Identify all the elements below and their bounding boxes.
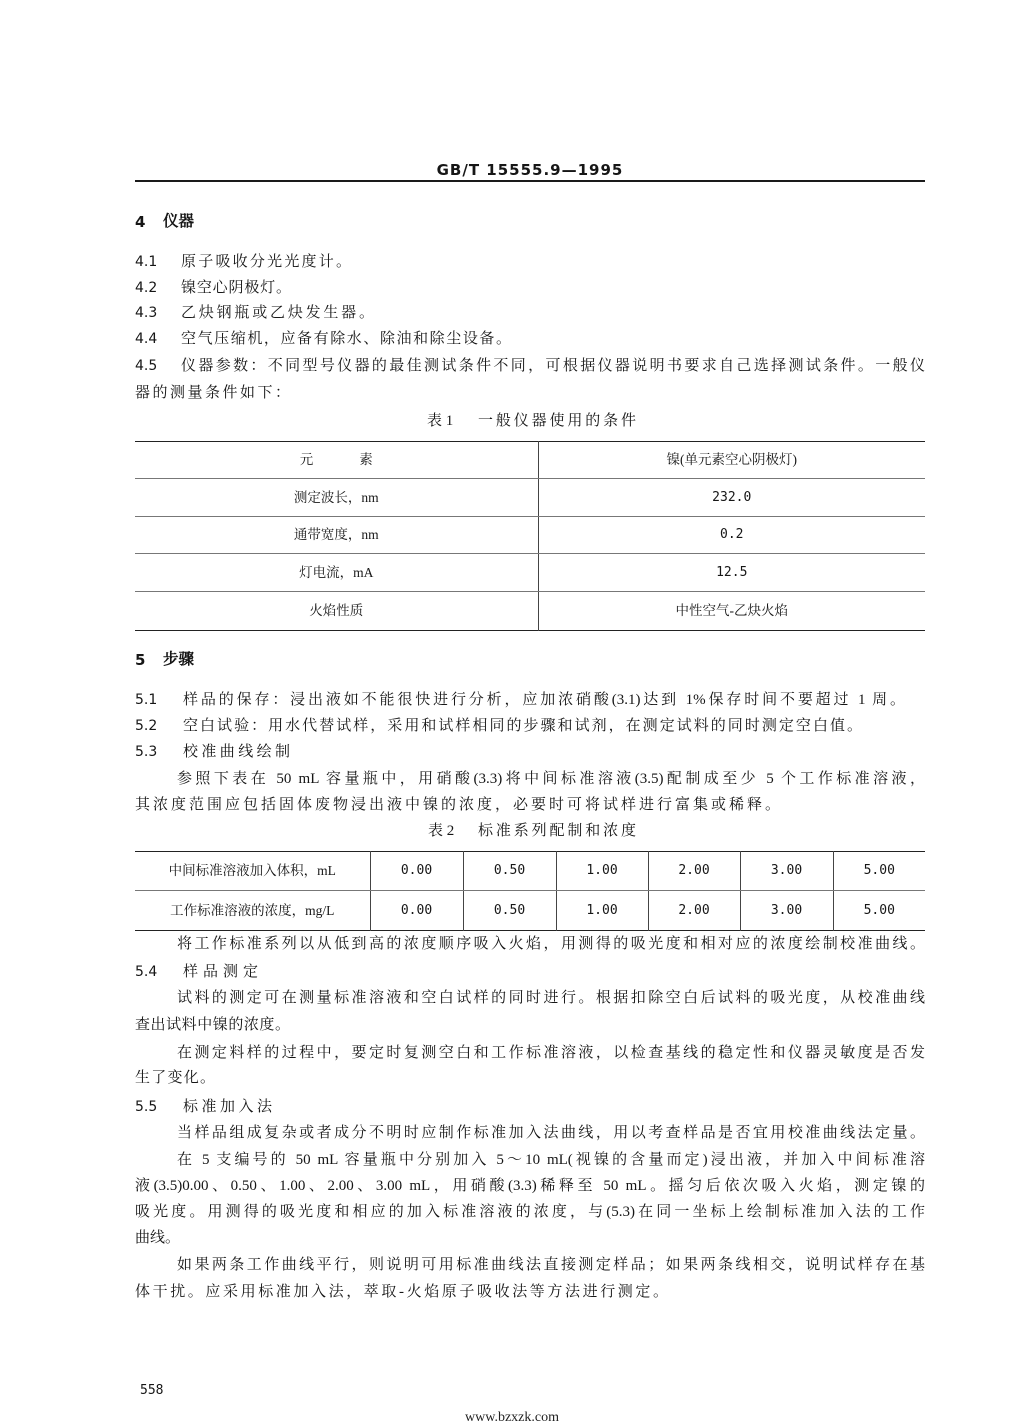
table-row — [135, 554, 925, 592]
paragraph-line: 参照下表在 50 mL 容量瓶中，用硝酸(3.3)将中间标准溶液(3.5)配制成至少 5 个工作标准溶液， — [177, 771, 925, 787]
paragraph-line: 体干扰。应采用标准加入法，萃取-火焰原子吸收法等方法进行测定。 — [135, 1284, 668, 1300]
table-cell: 灯电流，mA — [135, 554, 538, 592]
table-cell: 0.2 — [538, 517, 925, 554]
item-5-1-number: 5.1 — [135, 692, 158, 708]
table-cell: 0.00 — [370, 891, 463, 931]
table-cell: 通带宽度，nm — [135, 517, 538, 554]
element-header: 元素 — [299, 452, 419, 467]
table-cell: 5.00 — [833, 852, 925, 891]
table-cell: 火焰性质 — [309, 603, 364, 618]
table-cell: 0.00 — [370, 852, 463, 891]
paragraph-line: 曲线。 — [135, 1230, 180, 1246]
item-4-2-text: 镍空心阴极灯。 — [181, 280, 291, 296]
standard-code-header: GB/T 15555.9—1995 — [436, 161, 624, 179]
table-cell: 12.5 — [538, 554, 925, 592]
table-row — [135, 479, 925, 517]
paragraph-line: 生了变化。 — [135, 1070, 215, 1086]
paragraph-line: 将工作标准系列以从低到高的浓度顺序吸入火焰，用测得的吸光度和相对应的浓度绘制校准曲线。 — [177, 936, 925, 952]
paragraph-line: 在测定料样的过程中，要定时复测空白和工作标准溶液，以检查基线的稳定性和仪器灵敏度是否发 — [177, 1045, 925, 1061]
item-5-5-title: 标准加入法 — [183, 1099, 272, 1115]
item-4-2-number: 4.2 — [135, 280, 158, 296]
item-4-3-number: 4.3 — [135, 305, 158, 321]
table-row-label: 中间标准溶液加入体积，mL — [135, 852, 370, 891]
item-4-4-number: 4.4 — [135, 331, 158, 347]
table-row — [135, 891, 925, 931]
table-1-label: 表 1 — [427, 413, 454, 429]
table-cell: 1.00 — [556, 891, 648, 931]
paragraph-line: 当样品组成复杂或者成分不明时应制作标准加入法曲线，用以考查样品是否宜用校准曲线法定量。 — [177, 1125, 925, 1141]
table-row — [135, 852, 925, 891]
site-watermark: www.bzxzk.com — [465, 1410, 559, 1425]
item-4-5-number: 4.5 — [135, 358, 158, 374]
item-5-4-number: 5.4 — [135, 964, 158, 980]
item-5-2-text: 空白试验：用水代替试样，采用和试样相同的步骤和试剂，在测定试料的同时测定空白值。 — [183, 718, 862, 734]
table-cell: 中性空气-乙炔火焰 — [538, 592, 925, 631]
item-5-5-number: 5.5 — [135, 1099, 158, 1115]
page-number: 558 — [140, 1383, 164, 1398]
paragraph-line: 如果两条工作曲线平行，则说明可用标准曲线法直接测定样品；如果两条线相交，说明试样存在基 — [177, 1257, 925, 1273]
item-5-2-number: 5.2 — [135, 718, 158, 734]
table-header-cell: 镍(单元素空心阴极灯) — [538, 442, 925, 479]
paragraph-line: 试料的测定可在测量标准溶液和空白试样的同时进行。根据扣除空白后试料的吸光度，从校准曲线 — [177, 990, 925, 1006]
paragraph-line: 在 5 支编号的 50 mL 容量瓶中分别加入 5～10 mL(视镍的含量而定)浸出液，并加入中间标准溶 — [177, 1152, 925, 1168]
table-row — [135, 442, 925, 479]
table-cell: 232.0 — [538, 479, 925, 517]
paragraph-line: 液(3.5)0.00、0.50、1.00、2.00、3.00 mL，用硝酸(3.3)稀释至 50 mL。摇匀后依次吸入火焰，测定镍的 — [135, 1178, 925, 1194]
paragraph-line: 查出试料中镍的浓度。 — [135, 1017, 290, 1033]
table-row-label: 工作标准溶液的浓度，mg/L — [170, 902, 335, 918]
table-cell: 测定波长，nm — [135, 479, 538, 517]
table-cell: 2.00 — [648, 891, 740, 931]
table-cell: 5.00 — [833, 891, 925, 931]
section-5-number: 5 — [135, 651, 146, 669]
table-row — [135, 517, 925, 554]
table-cell: 1.00 — [556, 852, 648, 891]
table-header-cell — [135, 442, 538, 479]
item-4-5-continuation: 器的测量条件如下： — [135, 385, 290, 401]
header-rule — [135, 180, 925, 182]
section-4-title: 仪器 — [163, 213, 195, 230]
table-cell: 0.50 — [463, 852, 556, 891]
item-5-1-text: 样品的保存：浸出液如不能很快进行分析，应加浓硝酸(3.1)达到 1%保存时间不要超过 1 周。 — [183, 692, 905, 708]
item-4-5-text: 仪器参数：不同型号仪器的最佳测试条件不同，可根据仪器说明书要求自己选择测试条件。一般仪 — [181, 358, 925, 374]
table-cell: 3.00 — [740, 891, 833, 931]
table-row — [135, 592, 925, 631]
table-1-title: 一般仪器使用的条件 — [478, 413, 636, 429]
item-5-3-number: 5.3 — [135, 744, 158, 760]
item-5-3-title: 校准曲线绘制 — [183, 744, 290, 760]
item-4-4-text: 空气压缩机，应备有除水、除油和除尘设备。 — [181, 331, 511, 347]
item-4-3-text: 乙炔钢瓶或乙炔发生器。 — [181, 305, 374, 321]
standard-series-table — [135, 851, 925, 931]
item-5-4-title: 样品测定 — [183, 964, 258, 980]
table-cell: 0.50 — [463, 891, 556, 931]
item-4-1-text: 原子吸收分光光度计。 — [181, 254, 351, 270]
paragraph-line: 其浓度范围应包括固体废物浸出液中镍的浓度，必要时可将试样进行富集或稀释。 — [135, 797, 780, 813]
table-2-title: 标准系列配制和浓度 — [478, 823, 636, 839]
table-2-label: 表 2 — [428, 823, 455, 839]
table-cell: 3.00 — [740, 852, 833, 891]
paragraph-line: 吸光度。用测得的吸光度和相应的加入标准溶液的浓度，与(5.3)在同一坐标上绘制标准加入法的工作 — [135, 1204, 925, 1220]
table-cell: 2.00 — [648, 852, 740, 891]
instrument-conditions-table — [135, 441, 925, 631]
section-4-number: 4 — [135, 213, 146, 231]
item-4-1-number: 4.1 — [135, 254, 158, 270]
section-5-title: 步骤 — [163, 651, 195, 668]
